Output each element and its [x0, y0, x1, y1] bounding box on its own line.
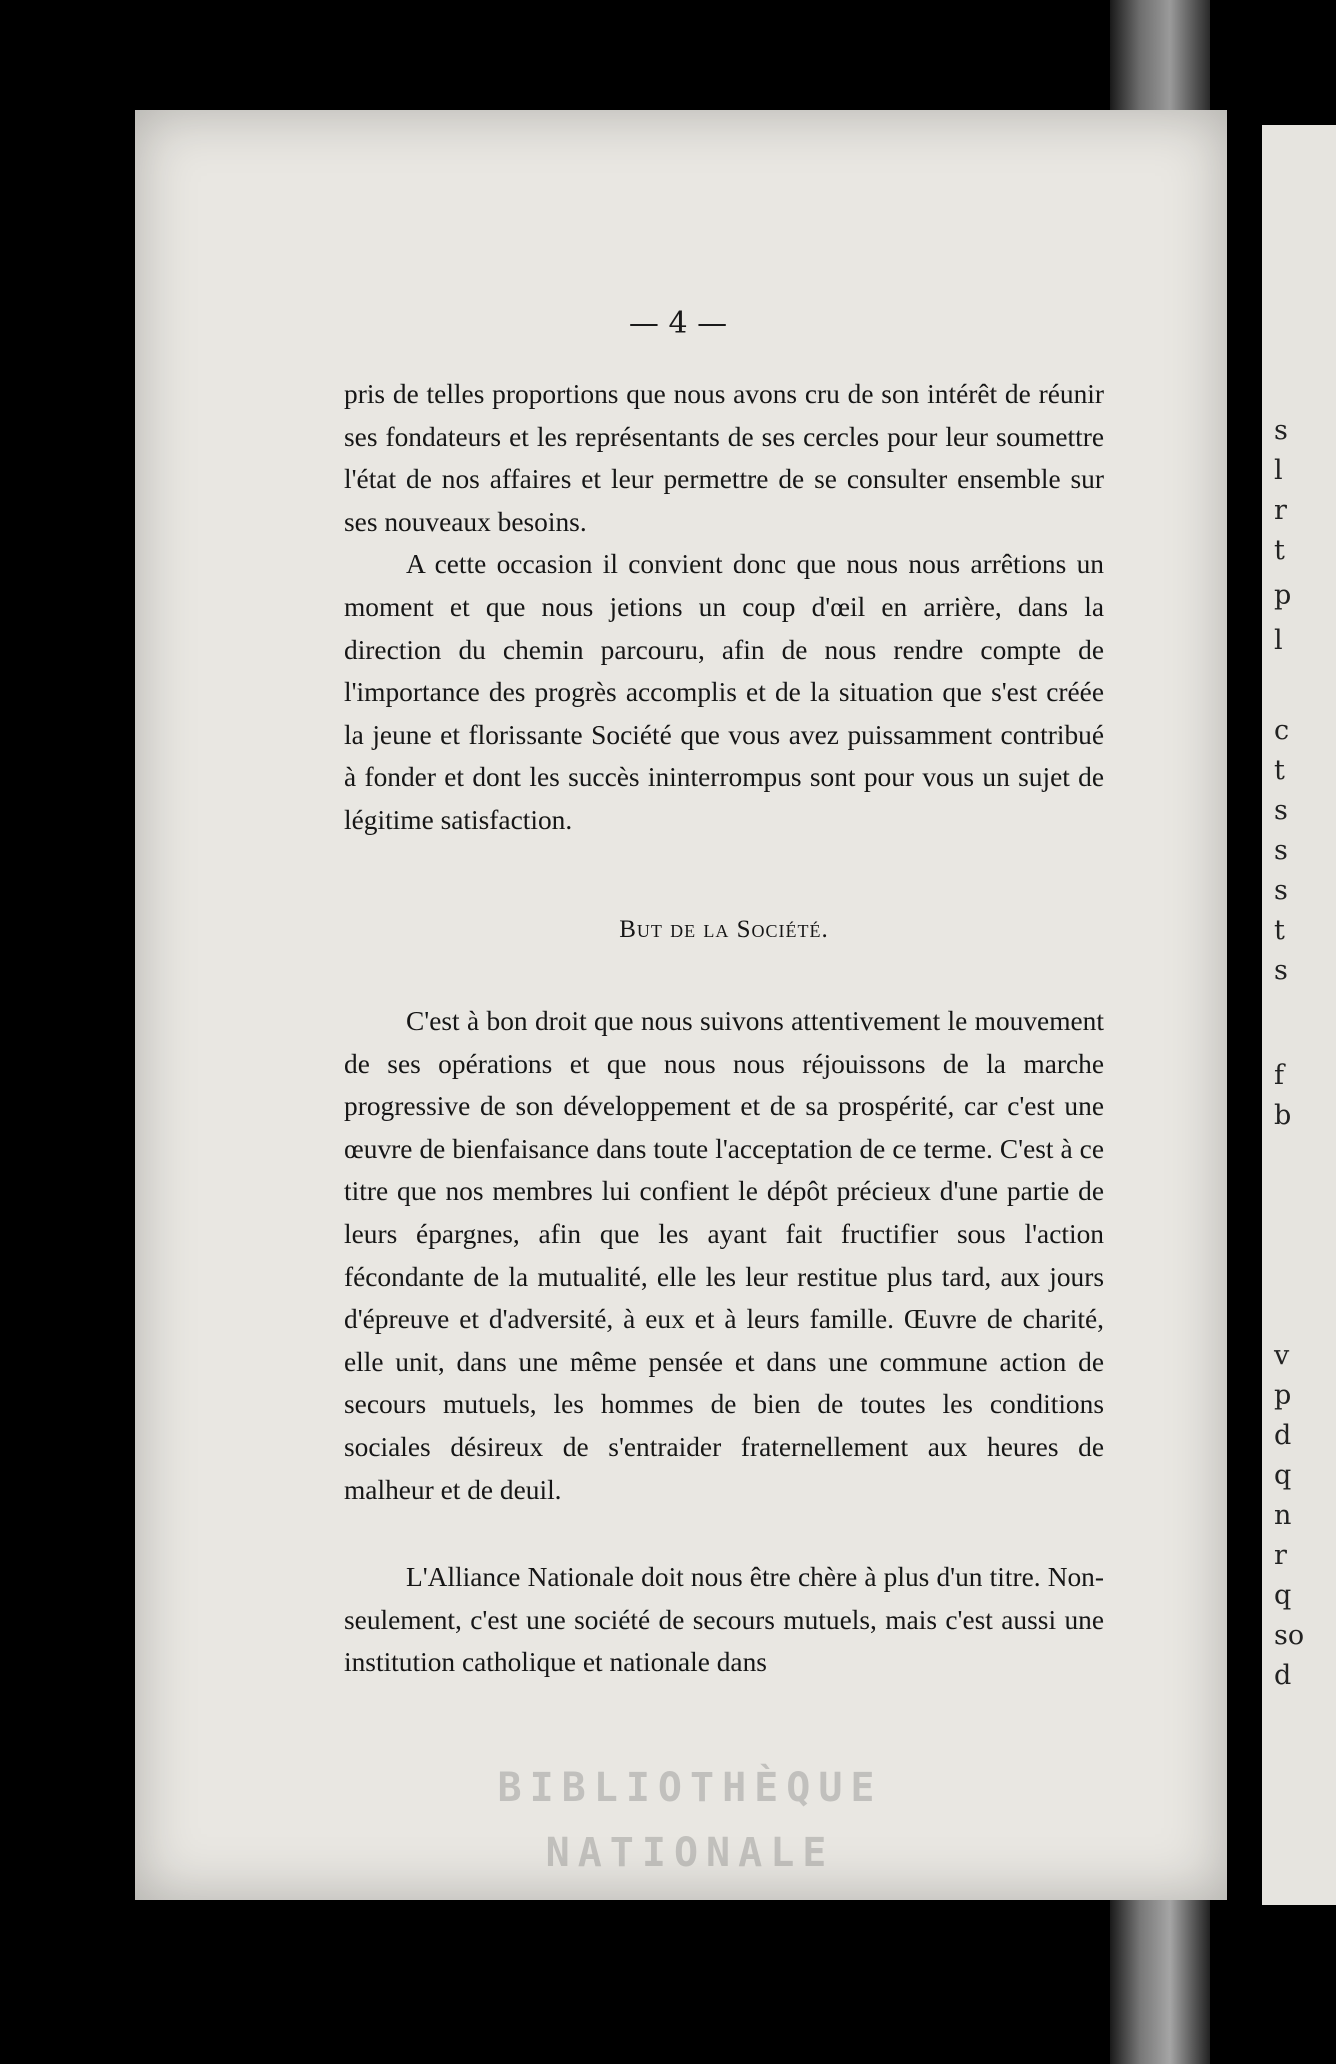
closing-text	[344, 1556, 1104, 1684]
adjacent-page-letter: q	[1274, 1580, 1292, 1611]
intro-text	[344, 373, 1104, 842]
adjacent-page-letter: s	[1274, 415, 1288, 446]
adjacent-page-letter: d	[1274, 1420, 1292, 1451]
adjacent-page-letter: q	[1274, 1460, 1292, 1491]
adjacent-page-letter: l	[1274, 625, 1283, 656]
adjacent-page-letter: c	[1274, 715, 1290, 746]
adjacent-page-letter: r	[1274, 495, 1287, 526]
adjacent-page-letter: l	[1274, 455, 1283, 486]
adjacent-page-letter: n	[1274, 1500, 1292, 1531]
adjacent-page-edge	[1262, 125, 1336, 1905]
adjacent-page-letter: s	[1274, 875, 1288, 906]
adjacent-page-letter: r	[1274, 1540, 1287, 1571]
adjacent-page-letter: t	[1274, 535, 1285, 566]
adjacent-page-letter: so	[1274, 1620, 1305, 1651]
adjacent-page-letter: s	[1274, 835, 1288, 866]
paragraph-3: C'est à bon droit que nous suivons attentivement le mouvement de ses opérations et que nous nous réjouissons de la marche progressive de son développement et de sa prospérité, car c'est une œuvre de bienfaisance dans toute l'acceptation de ce terme. C'est à ce titre que nos membres lui confient le dépôt précieux d'une partie de leurs épargnes, afin que les ayant fait fructifier sous l'action fécondante de la mutualité, elle les leur restitue plus tard, aux jours d'épreuve et d'adversité, à eux et à leurs famille. Œuvre de charité, elle unit, dans une même pensée et dans une commune action de secours mutuels, les hommes de bien de toutes les conditions sociales désireux de s'entraider fraternellement aux heures de malheur et de deuil.	[344, 1006, 1104, 1505]
adjacent-page-letter: s	[1274, 955, 1288, 986]
paragraph-4: L'Alliance Nationale doit nous être chère à plus d'un titre. Non-seulement, c'est une société de secours mutuels, mais c'est aussi une institution catholique et nationale dans	[344, 1562, 1104, 1678]
adjacent-page-letter: d	[1274, 1660, 1292, 1691]
adjacent-page-letter: t	[1274, 915, 1285, 946]
page-number: — 4 —	[628, 306, 728, 341]
adjacent-page-letter: s	[1274, 795, 1288, 826]
section-heading: But de la Société.	[619, 916, 829, 943]
paragraph-2: A cette occasion il convient donc que nous nous arrêtions un moment et que nous jetions un coup d'œil en arrière, dans la direction du chemin parcouru, afin de nous rendre compte de l'importance des progrès accomplis et de la situation que s'est créée la jeune et florissante Société que vous avez puissamment contribué à fonder et dont les succès ininterrompus sont pour vous un sujet de légitime satisfaction.	[344, 549, 1104, 835]
library-stamp-line-2: NATIONALE	[545, 1830, 835, 1876]
adjacent-page-letter: v	[1274, 1340, 1290, 1371]
paragraph-1: pris de telles proportions que nous avons cru de son intérêt de réunir ses fondateurs et les représentants de ses cercles pour leur soumettre l'état de nos affaires et leur permettre de se consulter ensemble sur ses nouveaux besoins.	[344, 379, 1104, 537]
adjacent-page-letter: p	[1274, 1380, 1292, 1411]
body-text	[344, 1000, 1104, 1511]
adjacent-page-letter: t	[1274, 755, 1285, 786]
adjacent-page-letter: b	[1274, 1100, 1292, 1131]
adjacent-page-letter: p	[1274, 580, 1292, 611]
adjacent-page-letter: f	[1274, 1060, 1284, 1091]
library-stamp-line-1: BIBLIOTHÈQUE	[497, 1765, 883, 1811]
